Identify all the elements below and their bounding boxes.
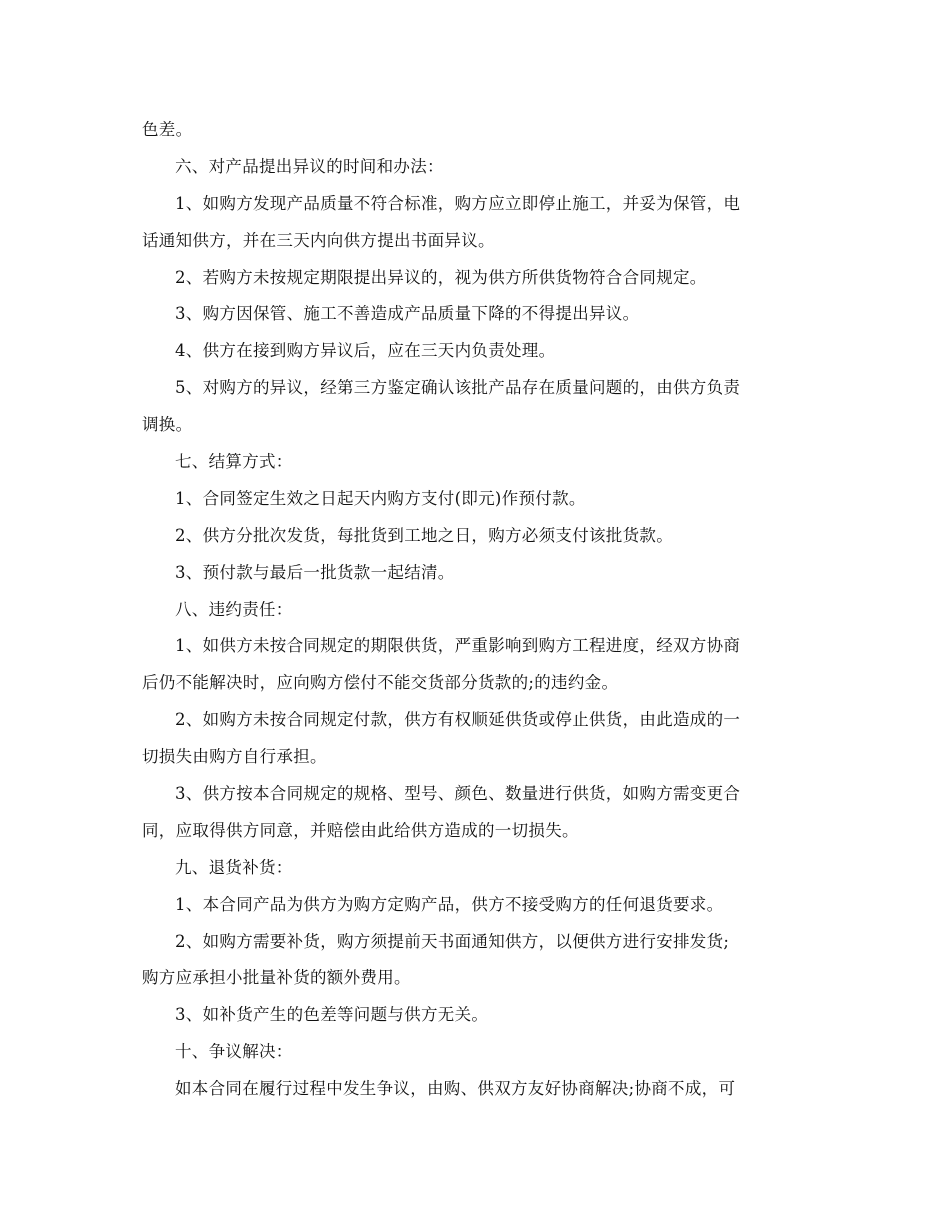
text-line: 3、如补货产生的色差等问题与供方无关。: [175, 1005, 489, 1025]
text-line: 1、本合同产品为供方为购方定购产品，供方不接受购方的任何退货要求。: [175, 894, 724, 914]
text-line: 3、预付款与最后一批货款一起结清。: [175, 562, 455, 582]
text-line: 后仍不能解决时，应向购方偿付不能交货部分货款的;的违约金。: [142, 673, 619, 693]
text-line: 2、如购方未按合同规定付款，供方有权顺延供货或停止供货，由此造成的一: [175, 710, 741, 730]
text-line: 1、合同签定生效之日起天内购方支付(即元)作预付款。: [175, 488, 586, 508]
text-line: 同，应取得供方同意，并赔偿由此给供方造成的一切损失。: [142, 820, 579, 840]
text-line: 八、违约责任：: [175, 599, 293, 619]
text-line: 4、供方在接到购方异议后，应在三天内负责处理。: [175, 341, 556, 361]
text-line: 购方应承担小批量补货的额外费用。: [142, 968, 411, 988]
text-line: 六、对产品提出异议的时间和办法：: [175, 156, 444, 176]
text-line: 七、结算方式：: [175, 452, 293, 472]
text-line: 色差。: [142, 120, 193, 139]
text-line: 1、如购方发现产品质量不符合标准，购方应立即停止施工，并妥为保管，电: [175, 193, 741, 213]
text-line: 5、对购方的异议，经第三方鉴定确认该批产品存在质量问题的，由供方负责: [175, 378, 741, 398]
text-line: 2、供方分批次发货，每批货到工地之日，购方必须支付该批货款。: [175, 525, 673, 545]
text-line: 九、退货补货：: [175, 857, 293, 877]
text-line: 话通知供方，并在三天内向供方提出书面异议。: [142, 230, 495, 250]
text-line: 2、若购方未按规定期限提出异议的，视为供方所供货物符合合同规定。: [175, 267, 707, 287]
text-line: 如本合同在履行过程中发生争议，由购、供双方友好协商解决;协商不成，可: [175, 1079, 736, 1099]
text-line: 3、购方因保管、施工不善造成产品质量下降的不得提出异议。: [175, 304, 640, 324]
text-line: 十、争议解决：: [175, 1042, 293, 1062]
text-line: 2、如购方需要补货，购方须提前天书面通知供方，以便供方进行安排发货;: [175, 931, 730, 951]
document-body: [142, 112, 806, 1108]
text-line: 3、供方按本合同规定的规格、型号、颜色、数量进行供货，如购方需变更合: [175, 784, 741, 804]
text-line: 切损失由购方自行承担。: [142, 747, 327, 767]
text-line: 1、如供方未按合同规定的期限供货，严重影响到购方工程进度，经双方协商: [175, 636, 741, 656]
text-line: 调换。: [142, 415, 193, 435]
